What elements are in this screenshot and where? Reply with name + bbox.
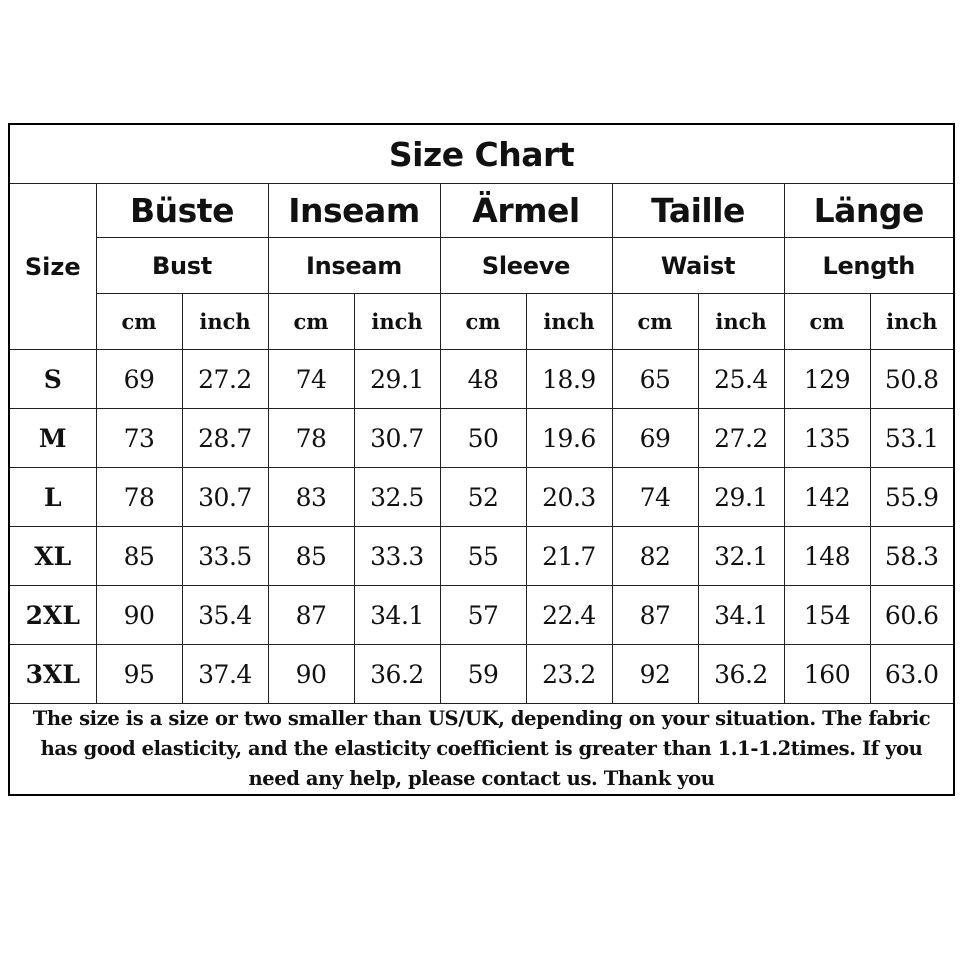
unit-header: cm bbox=[268, 294, 354, 350]
unit-header: inch bbox=[354, 294, 440, 350]
table-cell: 92 bbox=[612, 645, 698, 704]
table-cell: 148 bbox=[784, 527, 870, 586]
table-cell: 73 bbox=[96, 409, 182, 468]
table-cell: 74 bbox=[268, 350, 354, 409]
table-cell: 95 bbox=[96, 645, 182, 704]
table-cell: 19.6 bbox=[526, 409, 612, 468]
table-cell: 50 bbox=[440, 409, 526, 468]
table-cell: 25.4 bbox=[698, 350, 784, 409]
table-cell: 69 bbox=[612, 409, 698, 468]
table-cell: 28.7 bbox=[182, 409, 268, 468]
note-row bbox=[9, 704, 954, 796]
unit-header: cm bbox=[612, 294, 698, 350]
unit-header: inch bbox=[870, 294, 954, 350]
size-note: The size is a size or two smaller than US/UK, depending on your situation. The fabric has good elasticity, and the elasticity coefficient is greater than 1.1-1.2times. If you need any help, please contact us. Thank you bbox=[9, 704, 954, 796]
table-cell: 142 bbox=[784, 468, 870, 527]
table-cell: 160 bbox=[784, 645, 870, 704]
unit-header: inch bbox=[182, 294, 268, 350]
table-cell: 32.1 bbox=[698, 527, 784, 586]
table-cell: 55.9 bbox=[870, 468, 954, 527]
column-header-de-length: Länge bbox=[784, 184, 954, 238]
size-label: M bbox=[9, 409, 96, 468]
size-table bbox=[8, 123, 955, 796]
table-cell: 35.4 bbox=[182, 586, 268, 645]
table-cell: 60.6 bbox=[870, 586, 954, 645]
table-cell: 30.7 bbox=[182, 468, 268, 527]
unit-header: cm bbox=[784, 294, 870, 350]
table-cell: 90 bbox=[96, 586, 182, 645]
size-column-header: Size bbox=[9, 184, 96, 350]
table-cell: 21.7 bbox=[526, 527, 612, 586]
table-cell: 87 bbox=[268, 586, 354, 645]
table-cell: 59 bbox=[440, 645, 526, 704]
table-row bbox=[9, 468, 954, 527]
table-cell: 74 bbox=[612, 468, 698, 527]
table-cell: 33.3 bbox=[354, 527, 440, 586]
column-header-de-waist: Taille bbox=[612, 184, 784, 238]
unit-header: inch bbox=[698, 294, 784, 350]
table-cell: 53.1 bbox=[870, 409, 954, 468]
table-cell: 23.2 bbox=[526, 645, 612, 704]
table-cell: 90 bbox=[268, 645, 354, 704]
table-cell: 32.5 bbox=[354, 468, 440, 527]
table-cell: 87 bbox=[612, 586, 698, 645]
table-row bbox=[9, 645, 954, 704]
table-cell: 34.1 bbox=[698, 586, 784, 645]
table-cell: 129 bbox=[784, 350, 870, 409]
table-cell: 154 bbox=[784, 586, 870, 645]
table-cell: 82 bbox=[612, 527, 698, 586]
table-cell: 85 bbox=[96, 527, 182, 586]
table-cell: 27.2 bbox=[698, 409, 784, 468]
table-cell: 48 bbox=[440, 350, 526, 409]
table-cell: 65 bbox=[612, 350, 698, 409]
table-cell: 78 bbox=[268, 409, 354, 468]
chart-title: Size Chart bbox=[9, 124, 954, 184]
table-cell: 135 bbox=[784, 409, 870, 468]
table-cell: 27.2 bbox=[182, 350, 268, 409]
column-header-de-sleeve: Ärmel bbox=[440, 184, 612, 238]
column-header-en-waist: Waist bbox=[612, 238, 784, 294]
column-header-en-inseam: Inseam bbox=[268, 238, 440, 294]
table-cell: 58.3 bbox=[870, 527, 954, 586]
table-cell: 34.1 bbox=[354, 586, 440, 645]
unit-header: cm bbox=[440, 294, 526, 350]
table-cell: 85 bbox=[268, 527, 354, 586]
size-label: 3XL bbox=[9, 645, 96, 704]
unit-header: cm bbox=[96, 294, 182, 350]
column-header-en-length: Length bbox=[784, 238, 954, 294]
size-label: L bbox=[9, 468, 96, 527]
table-cell: 78 bbox=[96, 468, 182, 527]
column-header-de-bust: Büste bbox=[96, 184, 268, 238]
table-cell: 63.0 bbox=[870, 645, 954, 704]
table-cell: 50.8 bbox=[870, 350, 954, 409]
table-cell: 33.5 bbox=[182, 527, 268, 586]
table-cell: 18.9 bbox=[526, 350, 612, 409]
table-row bbox=[9, 409, 954, 468]
table-cell: 30.7 bbox=[354, 409, 440, 468]
table-cell: 37.4 bbox=[182, 645, 268, 704]
table-cell: 36.2 bbox=[354, 645, 440, 704]
size-table-body bbox=[9, 124, 954, 795]
size-label: XL bbox=[9, 527, 96, 586]
table-cell: 57 bbox=[440, 586, 526, 645]
table-row bbox=[9, 586, 954, 645]
unit-row bbox=[9, 294, 954, 350]
column-header-de-inseam: Inseam bbox=[268, 184, 440, 238]
table-row bbox=[9, 527, 954, 586]
table-cell: 55 bbox=[440, 527, 526, 586]
table-cell: 29.1 bbox=[698, 468, 784, 527]
table-cell: 29.1 bbox=[354, 350, 440, 409]
unit-header: inch bbox=[526, 294, 612, 350]
table-cell: 22.4 bbox=[526, 586, 612, 645]
size-label: S bbox=[9, 350, 96, 409]
table-cell: 20.3 bbox=[526, 468, 612, 527]
column-header-en-sleeve: Sleeve bbox=[440, 238, 612, 294]
table-cell: 36.2 bbox=[698, 645, 784, 704]
table-cell: 69 bbox=[96, 350, 182, 409]
table-cell: 52 bbox=[440, 468, 526, 527]
size-chart bbox=[8, 123, 953, 796]
column-header-en-bust: Bust bbox=[96, 238, 268, 294]
size-label: 2XL bbox=[9, 586, 96, 645]
table-cell: 83 bbox=[268, 468, 354, 527]
table-row bbox=[9, 350, 954, 409]
